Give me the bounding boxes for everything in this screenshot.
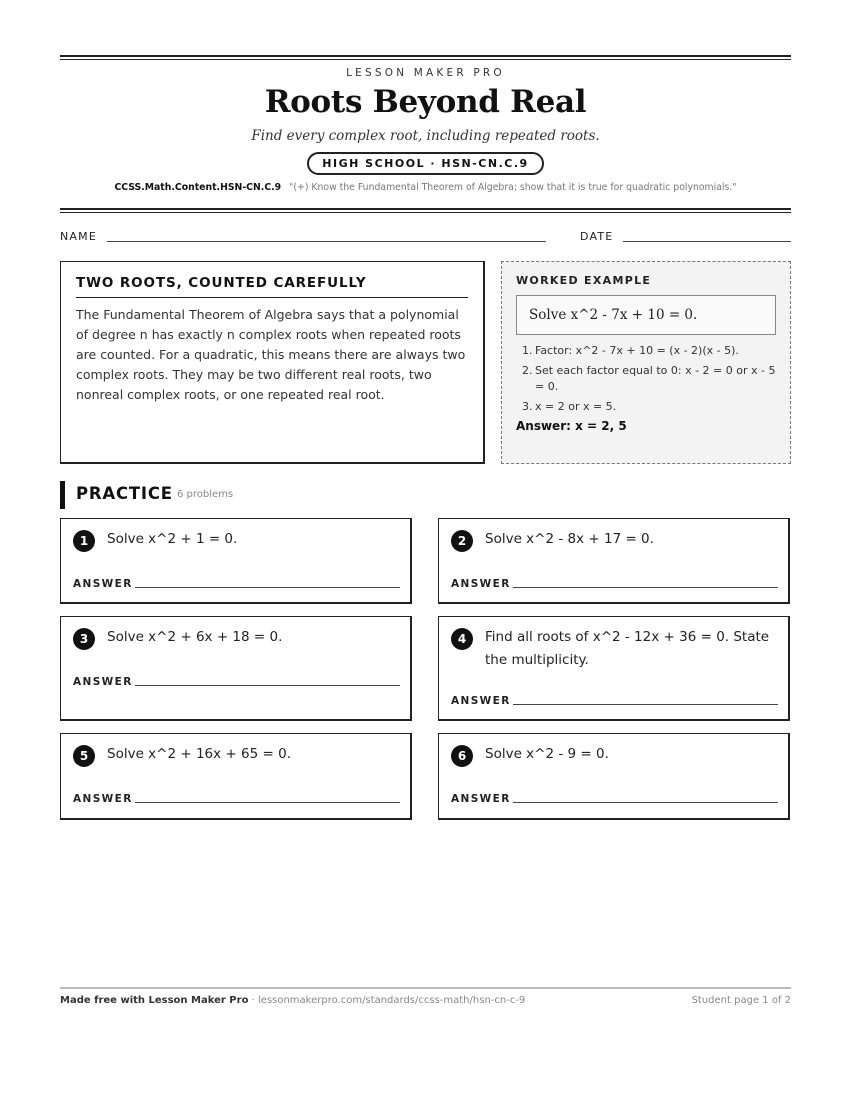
- footer-made-with: Made free with Lesson Maker Pro: [60, 995, 249, 1006]
- page-title: Roots Beyond Real: [264, 84, 587, 120]
- answer-label: ANSWER: [451, 578, 511, 590]
- brand-name: LESSON MAKER PRO: [346, 67, 505, 79]
- problem-card: [438, 518, 790, 604]
- date-field[interactable]: [623, 241, 791, 242]
- problem-text: Solve x^2 - 9 = 0.: [485, 746, 609, 762]
- answer-label: ANSWER: [451, 695, 511, 707]
- problem-text: Solve x^2 + 16x + 65 = 0.: [107, 746, 291, 762]
- problem-text: Solve x^2 + 1 = 0.: [107, 531, 238, 547]
- name-date-row: [60, 230, 791, 244]
- practice-accent-bar: [60, 481, 65, 509]
- level-badge: HIGH SCHOOL · HSN-CN.C.9: [307, 152, 543, 175]
- step-number: 2.: [522, 364, 533, 377]
- answer-field[interactable]: [513, 802, 778, 803]
- problem-number: 1: [73, 530, 95, 552]
- problem-card: [60, 518, 412, 604]
- header-bottom-rule: [60, 208, 791, 213]
- standard-description: "(+) Know the Fundamental Theorem of Algebra; show that it is true for quadratic polynomials.": [289, 182, 737, 193]
- problem-text: Solve x^2 + 6x + 18 = 0.: [107, 629, 283, 645]
- answer-label: ANSWER: [73, 676, 133, 688]
- concept-title: TWO ROOTS, COUNTED CAREFULLY: [76, 275, 468, 298]
- problem-card: [60, 616, 412, 721]
- standard-code: CCSS.Math.Content.HSN-CN.C.9: [114, 182, 282, 193]
- problem-card: [438, 616, 790, 721]
- worked-example-step: [516, 343, 776, 359]
- step-text: Set each factor equal to 0: x - 2 = 0 or x - 5 = 0.: [535, 364, 776, 393]
- problem-text: Solve x^2 - 8x + 17 = 0.: [485, 531, 654, 547]
- worked-example-box: [501, 261, 791, 464]
- footer-rule: [60, 987, 791, 989]
- problem-number: 4: [451, 628, 473, 650]
- concept-box: [60, 261, 485, 464]
- problem-card: [438, 733, 790, 820]
- worked-example-problem: Solve x^2 - 7x + 10 = 0.: [516, 295, 776, 335]
- name-label: NAME: [60, 230, 97, 243]
- worked-example-step: [516, 363, 776, 395]
- practice-title: PRACTICE: [76, 484, 173, 503]
- concept-text: The Fundamental Theorem of Algebra says that a polynomial of degree n has exactly n complex roots when repeated roots are counted. For a quadratic, this means there are always two complex roots. They may be two different real roots, two nonreal complex roots, or one repeated real root.: [76, 307, 466, 402]
- footer-credit: [60, 995, 525, 1006]
- answer-field[interactable]: [135, 587, 400, 588]
- header-top-rule: [60, 55, 791, 60]
- worked-example-label: WORKED EXAMPLE: [516, 274, 652, 287]
- worked-example-steps: [516, 343, 776, 415]
- page-subtitle: Find every complex root, including repeated roots.: [251, 128, 600, 144]
- problem-number: 5: [73, 745, 95, 767]
- problem-number: 3: [73, 628, 95, 650]
- answer-field[interactable]: [135, 685, 400, 686]
- step-text: Factor: x^2 - 7x + 10 = (x - 2)(x - 5).: [535, 344, 739, 357]
- step-number: 1.: [522, 344, 533, 357]
- answer-label: ANSWER: [73, 578, 133, 590]
- level-pill-wrap: [60, 152, 791, 175]
- problem-text: Find all roots of x^2 - 12x + 36 = 0. State the multiplicity.: [485, 629, 770, 668]
- standard-line: [60, 182, 791, 193]
- name-field[interactable]: [107, 241, 546, 242]
- answer-label: ANSWER: [451, 793, 511, 805]
- answer-field[interactable]: [135, 802, 400, 803]
- answer-field[interactable]: [513, 704, 778, 705]
- answer-field[interactable]: [513, 587, 778, 588]
- problem-card: [60, 733, 412, 820]
- worksheet-page: [60, 0, 791, 1100]
- footer-page-number: Student page 1 of 2: [691, 995, 791, 1006]
- worked-example-step: [516, 399, 776, 415]
- answer-label: ANSWER: [73, 793, 133, 805]
- problem-number: 2: [451, 530, 473, 552]
- problem-number: 6: [451, 745, 473, 767]
- practice-count: 6 problems: [177, 489, 234, 500]
- date-label: DATE: [580, 230, 614, 243]
- footer-url[interactable]: · lessonmakerpro.com/standards/ccss-math/hsn-cn-c-9: [248, 995, 526, 1006]
- step-text: x = 2 or x = 5.: [535, 400, 617, 413]
- worked-example-answer: Answer: x = 2, 5: [516, 419, 627, 433]
- step-number: 3.: [522, 400, 533, 413]
